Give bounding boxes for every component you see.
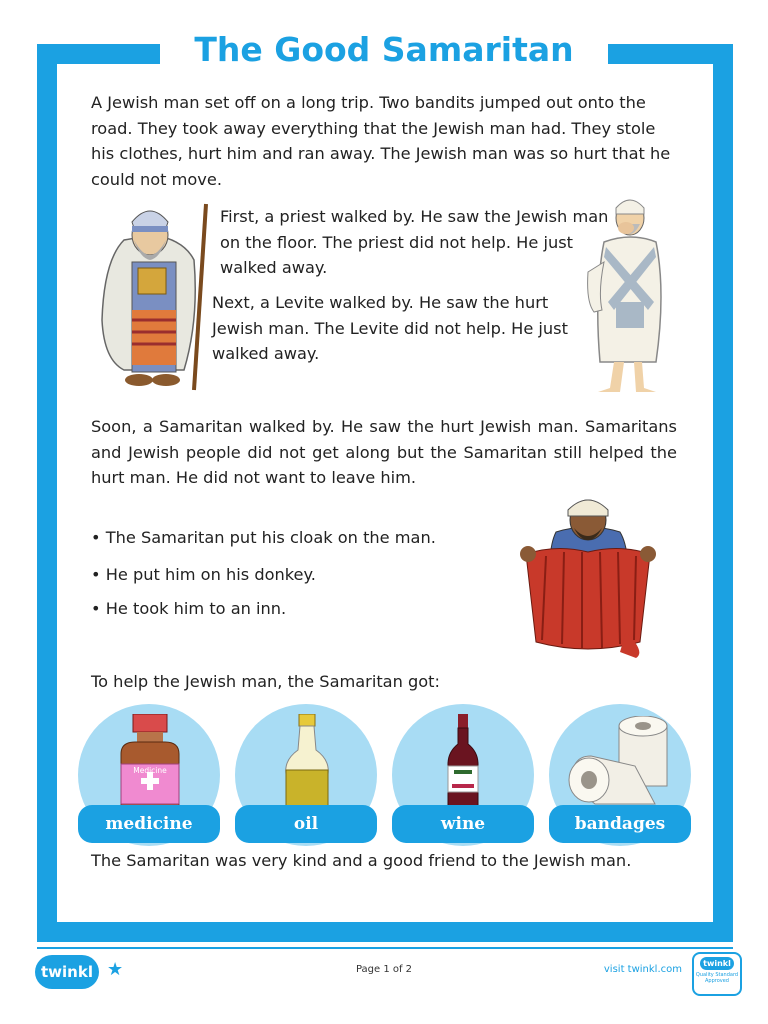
medicine-bottle-label: Medicine bbox=[133, 766, 167, 775]
priest-paragraph: First, a priest walked by. He saw the Jewish man on the floor. The priest did not help. He just walked away. bbox=[220, 207, 609, 277]
item-label-oil: oil bbox=[235, 805, 377, 843]
quality-badge bbox=[692, 952, 742, 996]
wine-bottle-icon bbox=[446, 714, 480, 810]
visit-link[interactable]: visit twinkl.com bbox=[603, 964, 682, 975]
badge-logo: twinkl bbox=[700, 957, 734, 970]
item-label-wine: wine bbox=[392, 805, 534, 843]
star-icon: ★ bbox=[107, 959, 124, 980]
samaritan-illustration bbox=[516, 492, 660, 662]
samaritan-paragraph: Soon, a Samaritan walked by. He saw the hurt Jewish man. Samaritans and Jewish people did not get along but the Samaritan still helped the hurt man. He did not want to leave him. bbox=[91, 417, 677, 487]
page-number: Page 1 of 2 bbox=[355, 964, 413, 975]
bullet-item: • He took him to an inn. bbox=[91, 599, 287, 618]
footer-divider bbox=[37, 947, 733, 949]
bullet-item: • The Samaritan put his cloak on the man. bbox=[91, 528, 436, 547]
bullet-item: • He put him on his donkey. bbox=[91, 565, 316, 584]
twinkl-logo[interactable]: twinkl bbox=[35, 955, 99, 989]
item-label-bandages: bandages bbox=[549, 805, 691, 843]
levite-illustration bbox=[586, 192, 676, 400]
intro-paragraph: A Jewish man set off on a long trip. Two bandits jumped out onto the road. They took away everything that the Jewish man had. They stole his clothes, hurt him and ran away. The Jewish man was so hurt that he could not move. bbox=[91, 93, 671, 189]
conclusion-paragraph: The Samaritan was very kind and a good friend to the Jewish man. bbox=[91, 851, 632, 870]
items-intro: To help the Jewish man, the Samaritan got: bbox=[91, 672, 440, 691]
levite-paragraph: Next, a Levite walked by. He saw the hurt Jewish man. The Levite did not help. He just walked away. bbox=[212, 293, 568, 363]
oil-bottle-icon bbox=[282, 714, 332, 810]
item-label-medicine: medicine bbox=[78, 805, 220, 843]
medicine-bottle-icon bbox=[115, 714, 185, 810]
bandages-icon bbox=[565, 716, 677, 808]
page-title: The Good Samaritan bbox=[194, 30, 574, 69]
priest-illustration bbox=[94, 200, 214, 395]
badge-text: Quality Standard Approved bbox=[695, 972, 739, 984]
